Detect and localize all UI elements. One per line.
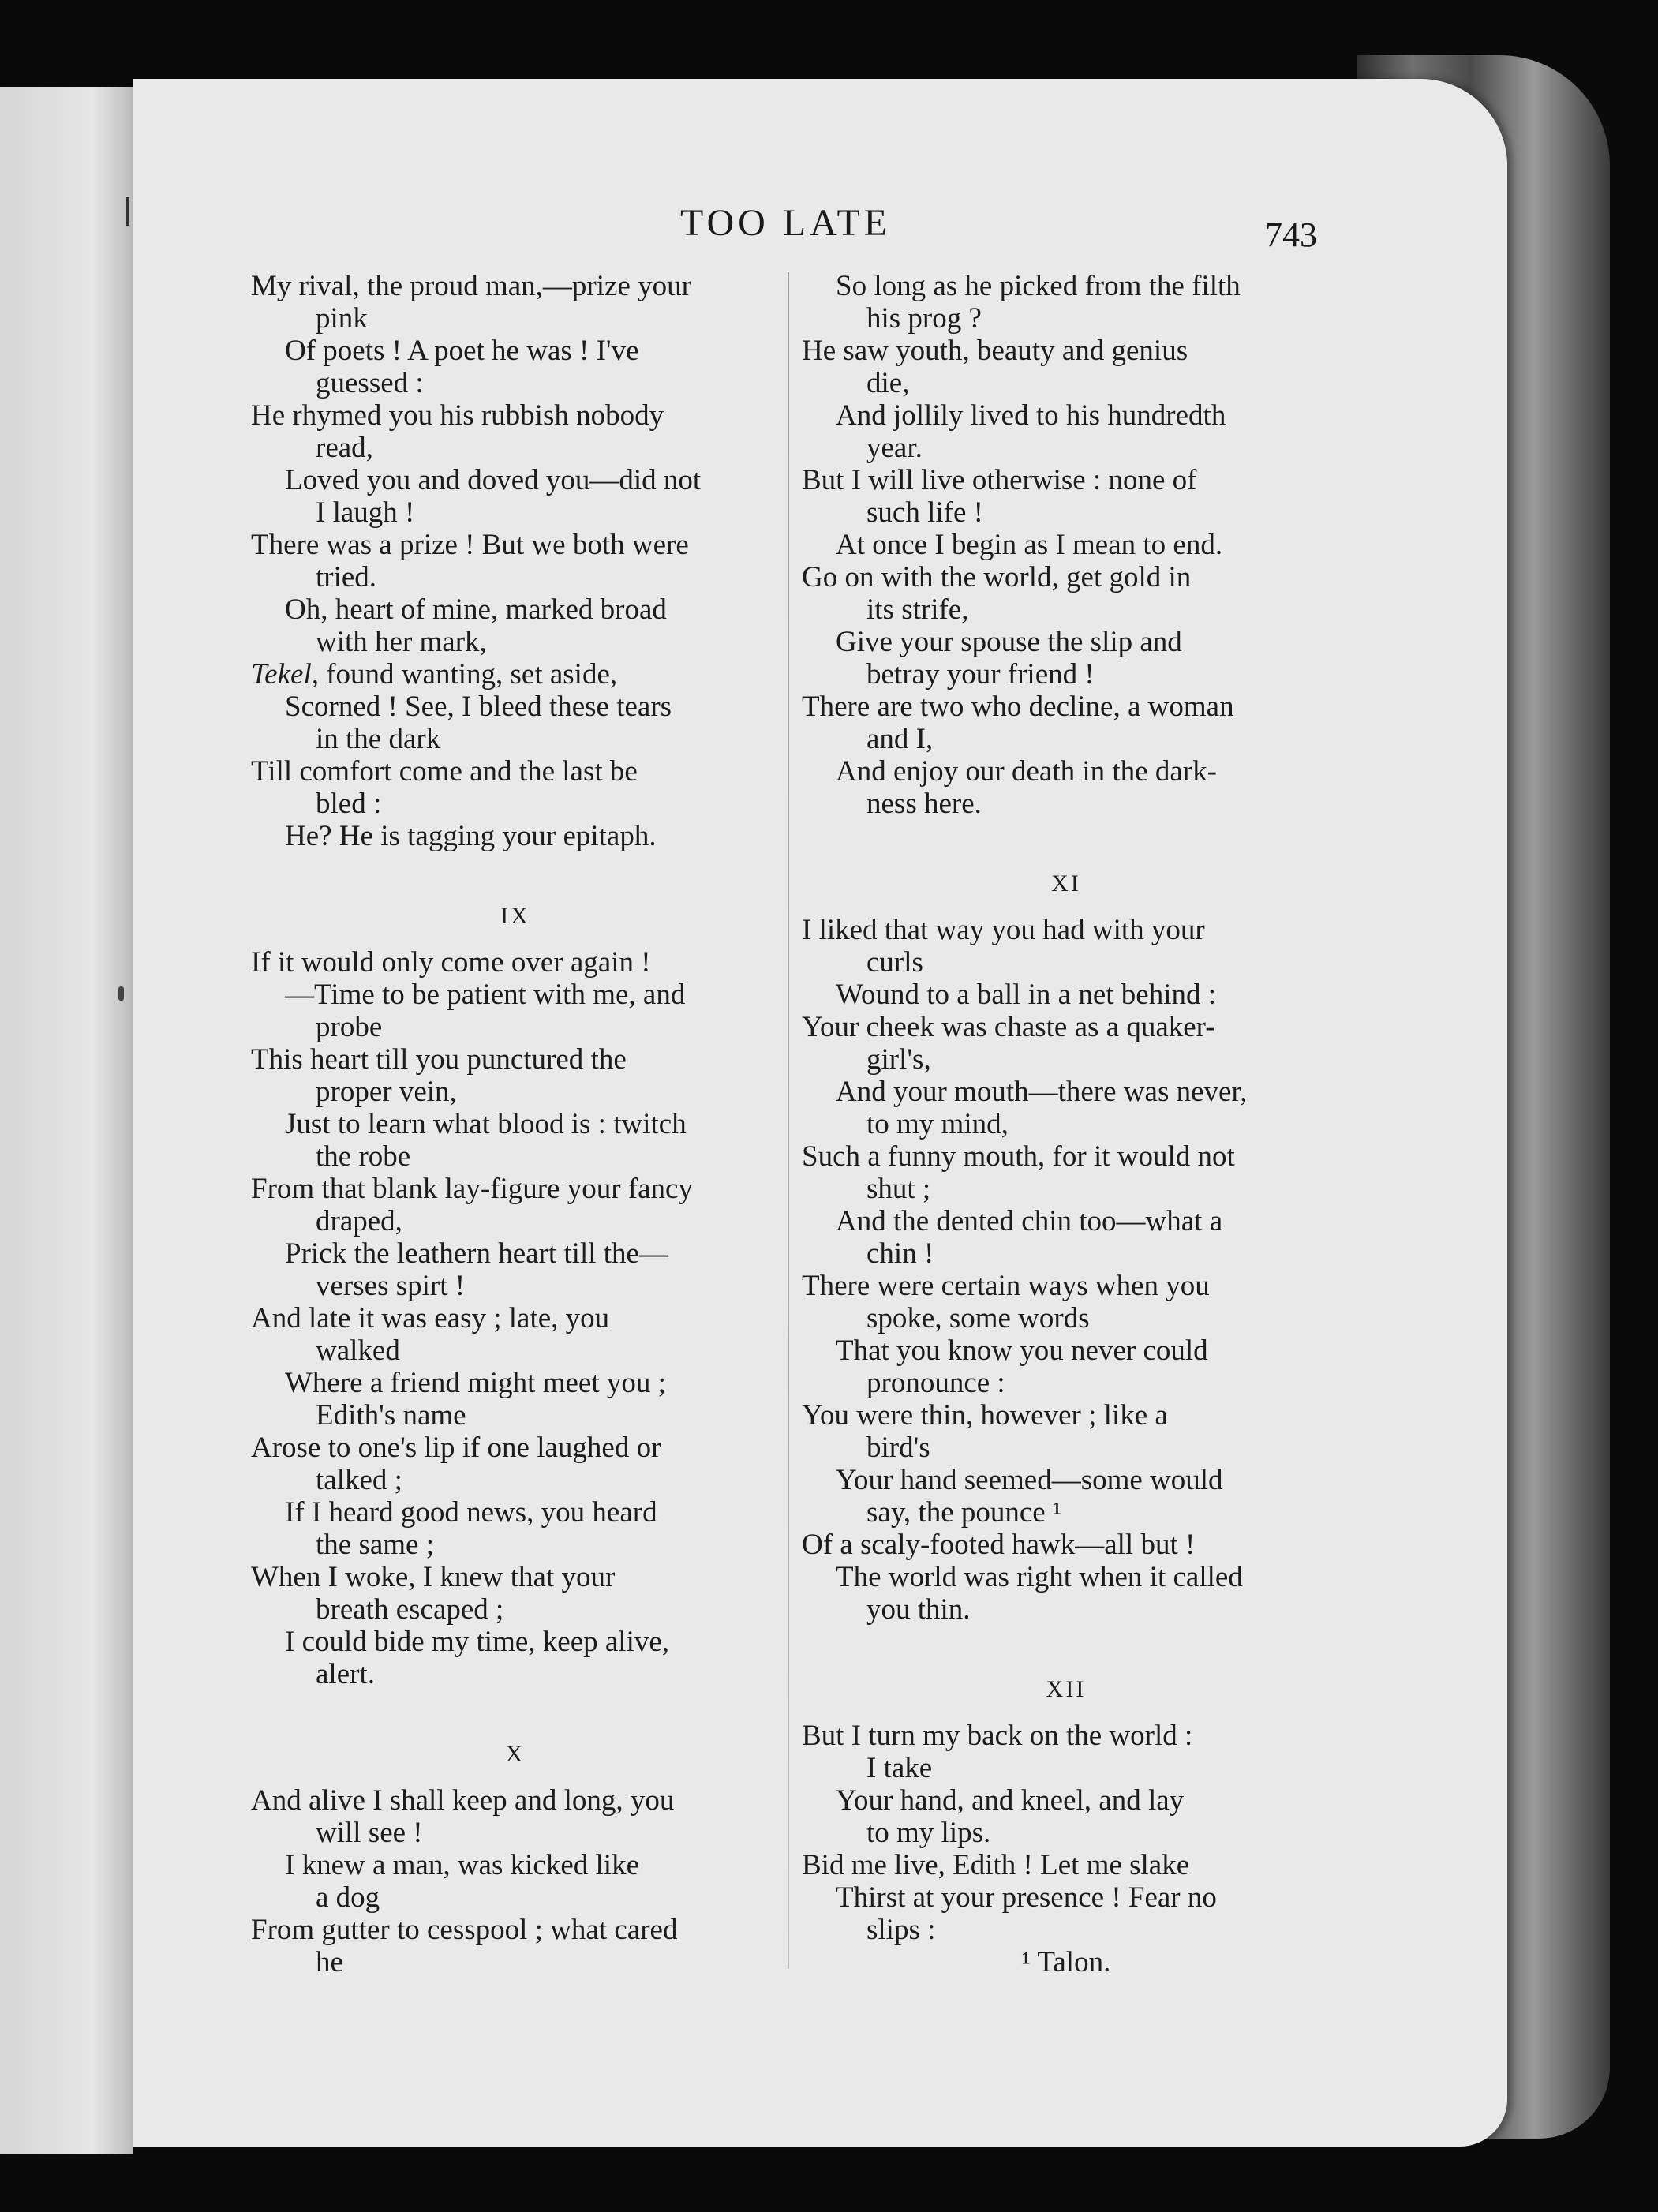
verse-line: Give your spouse the slip and bbox=[836, 626, 1182, 658]
verse-line: Loved you and doved you—did not bbox=[285, 464, 702, 496]
verse-line: And enjoy our death in the dark- bbox=[836, 755, 1217, 788]
verse-line: girl's, bbox=[866, 1043, 931, 1076]
verse-line: with her mark, bbox=[316, 626, 487, 658]
verse-line: to my mind, bbox=[866, 1108, 1009, 1140]
verse-line: walked bbox=[316, 1334, 400, 1367]
verse-line: I take bbox=[866, 1752, 933, 1784]
verse-line: Scorned ! See, I bleed these tears bbox=[285, 691, 672, 723]
gutter-mark bbox=[118, 986, 124, 1001]
verse-line: verses spirt ! bbox=[316, 1270, 466, 1302]
verse-line: its strife, bbox=[866, 593, 969, 626]
verse-line: the same ; bbox=[316, 1529, 435, 1561]
verse-line: If it would only come over again ! bbox=[251, 946, 651, 979]
column-divider bbox=[788, 272, 789, 1969]
verse-line: spoke, some words bbox=[866, 1302, 1090, 1334]
verse-line: And alive I shall keep and long, you bbox=[251, 1784, 675, 1817]
verse-line: Wound to a ball in a net behind : bbox=[836, 979, 1217, 1011]
stanza-gap bbox=[802, 900, 1331, 914]
verse-line: probe bbox=[316, 1011, 383, 1043]
verse-line: There are two who decline, a woman bbox=[802, 691, 1234, 723]
verse-line: his prog ? bbox=[866, 302, 982, 335]
verse-line: ness here. bbox=[866, 788, 982, 820]
verse-line: breath escaped ; bbox=[316, 1593, 504, 1626]
verse-line: in the dark bbox=[316, 723, 441, 755]
verse-line: Of poets ! A poet he was ! I've bbox=[285, 335, 639, 367]
verse-line: Go on with the world, get gold in bbox=[802, 561, 1192, 593]
verse-line: And jollily lived to his hundredth bbox=[836, 399, 1226, 432]
verse-line: draped, bbox=[316, 1205, 402, 1237]
verse-line: betray your friend ! bbox=[866, 658, 1095, 691]
facing-page-edge bbox=[0, 87, 133, 2154]
verse-line: My rival, the proud man,—prize your bbox=[251, 270, 691, 302]
verse-line: There was a prize ! But we both were bbox=[251, 529, 689, 561]
verse-line: He rhymed you his rubbish nobody bbox=[251, 399, 664, 432]
verse-line: Prick the leathern heart till the— bbox=[285, 1237, 668, 1270]
verse-line: I knew a man, was kicked like bbox=[285, 1849, 639, 1881]
right-text-column bbox=[802, 270, 1331, 1978]
stanza-gap bbox=[251, 852, 780, 900]
left-text-column bbox=[251, 270, 780, 1978]
verse-line: Thirst at your presence ! Fear no bbox=[836, 1881, 1217, 1914]
page-number: 743 bbox=[1265, 215, 1317, 254]
verse-line: he bbox=[316, 1946, 343, 1978]
verse-line: Your cheek was chaste as a quaker- bbox=[802, 1011, 1215, 1043]
verse-line: Your hand, and kneel, and lay bbox=[836, 1784, 1185, 1817]
verse-line: say, the pounce ¹ bbox=[866, 1496, 1062, 1529]
verse-line: Bid me live, Edith ! Let me slake bbox=[802, 1849, 1190, 1881]
italic-word: Tekel, bbox=[251, 658, 319, 691]
verse-line: will see ! bbox=[316, 1817, 423, 1849]
verse-line: alert. bbox=[316, 1658, 375, 1690]
stanza-gap bbox=[251, 932, 780, 946]
verse-line: Your hand seemed—some would bbox=[836, 1464, 1223, 1496]
verse-line: I laugh ! bbox=[316, 496, 415, 529]
verse-line: tried. bbox=[316, 561, 377, 593]
verse-line: the robe bbox=[316, 1140, 411, 1173]
verse-line: —Time to be patient with me, and bbox=[285, 979, 686, 1011]
stanza-gap bbox=[251, 1690, 780, 1738]
verse-line: At once I begin as I mean to end. bbox=[836, 529, 1223, 561]
verse-line: From that blank lay-figure your fancy bbox=[251, 1173, 693, 1205]
verse-line: I liked that way you had with your bbox=[802, 914, 1205, 946]
verse-line: And your mouth—there was never, bbox=[836, 1076, 1248, 1108]
verse-line: So long as he picked from the filth bbox=[836, 270, 1241, 302]
verse-line: and I, bbox=[866, 723, 934, 755]
section-number: IX bbox=[500, 903, 530, 929]
verse-line: a dog bbox=[316, 1881, 380, 1914]
verse-line: This heart till you punctured the bbox=[251, 1043, 627, 1076]
section-number: XI bbox=[1051, 870, 1081, 896]
verse-line: proper vein, bbox=[316, 1076, 457, 1108]
section-number: X bbox=[505, 1741, 526, 1767]
verse-line: Where a friend might meet you ; bbox=[285, 1367, 666, 1399]
verse-line: Oh, heart of mine, marked broad bbox=[285, 593, 667, 626]
verse-line: If I heard good news, you heard bbox=[285, 1496, 657, 1529]
verse-line: I could bide my time, keep alive, bbox=[285, 1626, 670, 1658]
verse-line: You were thin, however ; like a bbox=[802, 1399, 1168, 1432]
verse-line: And the dented chin too—what a bbox=[836, 1205, 1223, 1237]
verse-line: There were certain ways when you bbox=[802, 1270, 1210, 1302]
verse-line: such life ! bbox=[866, 496, 983, 529]
verse-line: He saw youth, beauty and genius bbox=[802, 335, 1188, 367]
verse-line: And late it was easy ; late, you bbox=[251, 1302, 610, 1334]
verse-line: year. bbox=[866, 432, 923, 464]
verse-line: That you know you never could bbox=[836, 1334, 1208, 1367]
verse-line: But I will live otherwise : none of bbox=[802, 464, 1197, 496]
verse-line: to my lips. bbox=[866, 1817, 991, 1849]
running-title: TOO LATE bbox=[680, 202, 892, 244]
verse-line: pronounce : bbox=[866, 1367, 1005, 1399]
verse-line: talked ; bbox=[316, 1464, 402, 1496]
footnote: ¹ Talon. bbox=[1021, 1946, 1111, 1978]
verse-line: chin ! bbox=[866, 1237, 934, 1270]
verse-line: slips : bbox=[866, 1914, 936, 1946]
verse-line: He? He is tagging your epitaph. bbox=[285, 820, 657, 852]
verse-line: Such a funny mouth, for it would not bbox=[802, 1140, 1235, 1173]
verse-line: guessed : bbox=[316, 367, 424, 399]
verse-line: Of a scaly-footed hawk—all but ! bbox=[802, 1529, 1196, 1561]
verse-line: The world was right when it called bbox=[836, 1561, 1243, 1593]
verse-line: pink bbox=[316, 302, 368, 335]
verse-line: Edith's name bbox=[316, 1399, 466, 1432]
verse-line: Just to learn what blood is : twitch bbox=[285, 1108, 687, 1140]
stanza-gap bbox=[251, 1770, 780, 1784]
verse-line: shut ; bbox=[866, 1173, 931, 1205]
verse-line: Tekel, found wanting, set aside, bbox=[251, 658, 618, 691]
verse-line: you thin. bbox=[866, 1593, 971, 1626]
verse-line: Arose to one's lip if one laughed or bbox=[251, 1432, 661, 1464]
verse-line: But I turn my back on the world : bbox=[802, 1720, 1193, 1752]
verse-line: curls bbox=[866, 946, 923, 979]
section-number: XII bbox=[1046, 1676, 1087, 1702]
stanza-gap bbox=[802, 820, 1331, 867]
verse-line: When I woke, I knew that your bbox=[251, 1561, 616, 1593]
verse-line: bled : bbox=[316, 788, 382, 820]
verse-line: bird's bbox=[866, 1432, 930, 1464]
verse-line: From gutter to cesspool ; what cared bbox=[251, 1914, 678, 1946]
verse-line: read, bbox=[316, 432, 373, 464]
gutter-mark bbox=[126, 197, 129, 226]
stanza-gap bbox=[802, 1626, 1331, 1673]
stanza-gap bbox=[802, 1705, 1331, 1720]
verse-line: die, bbox=[866, 367, 910, 399]
verse-line: Till comfort come and the last be bbox=[251, 755, 638, 788]
